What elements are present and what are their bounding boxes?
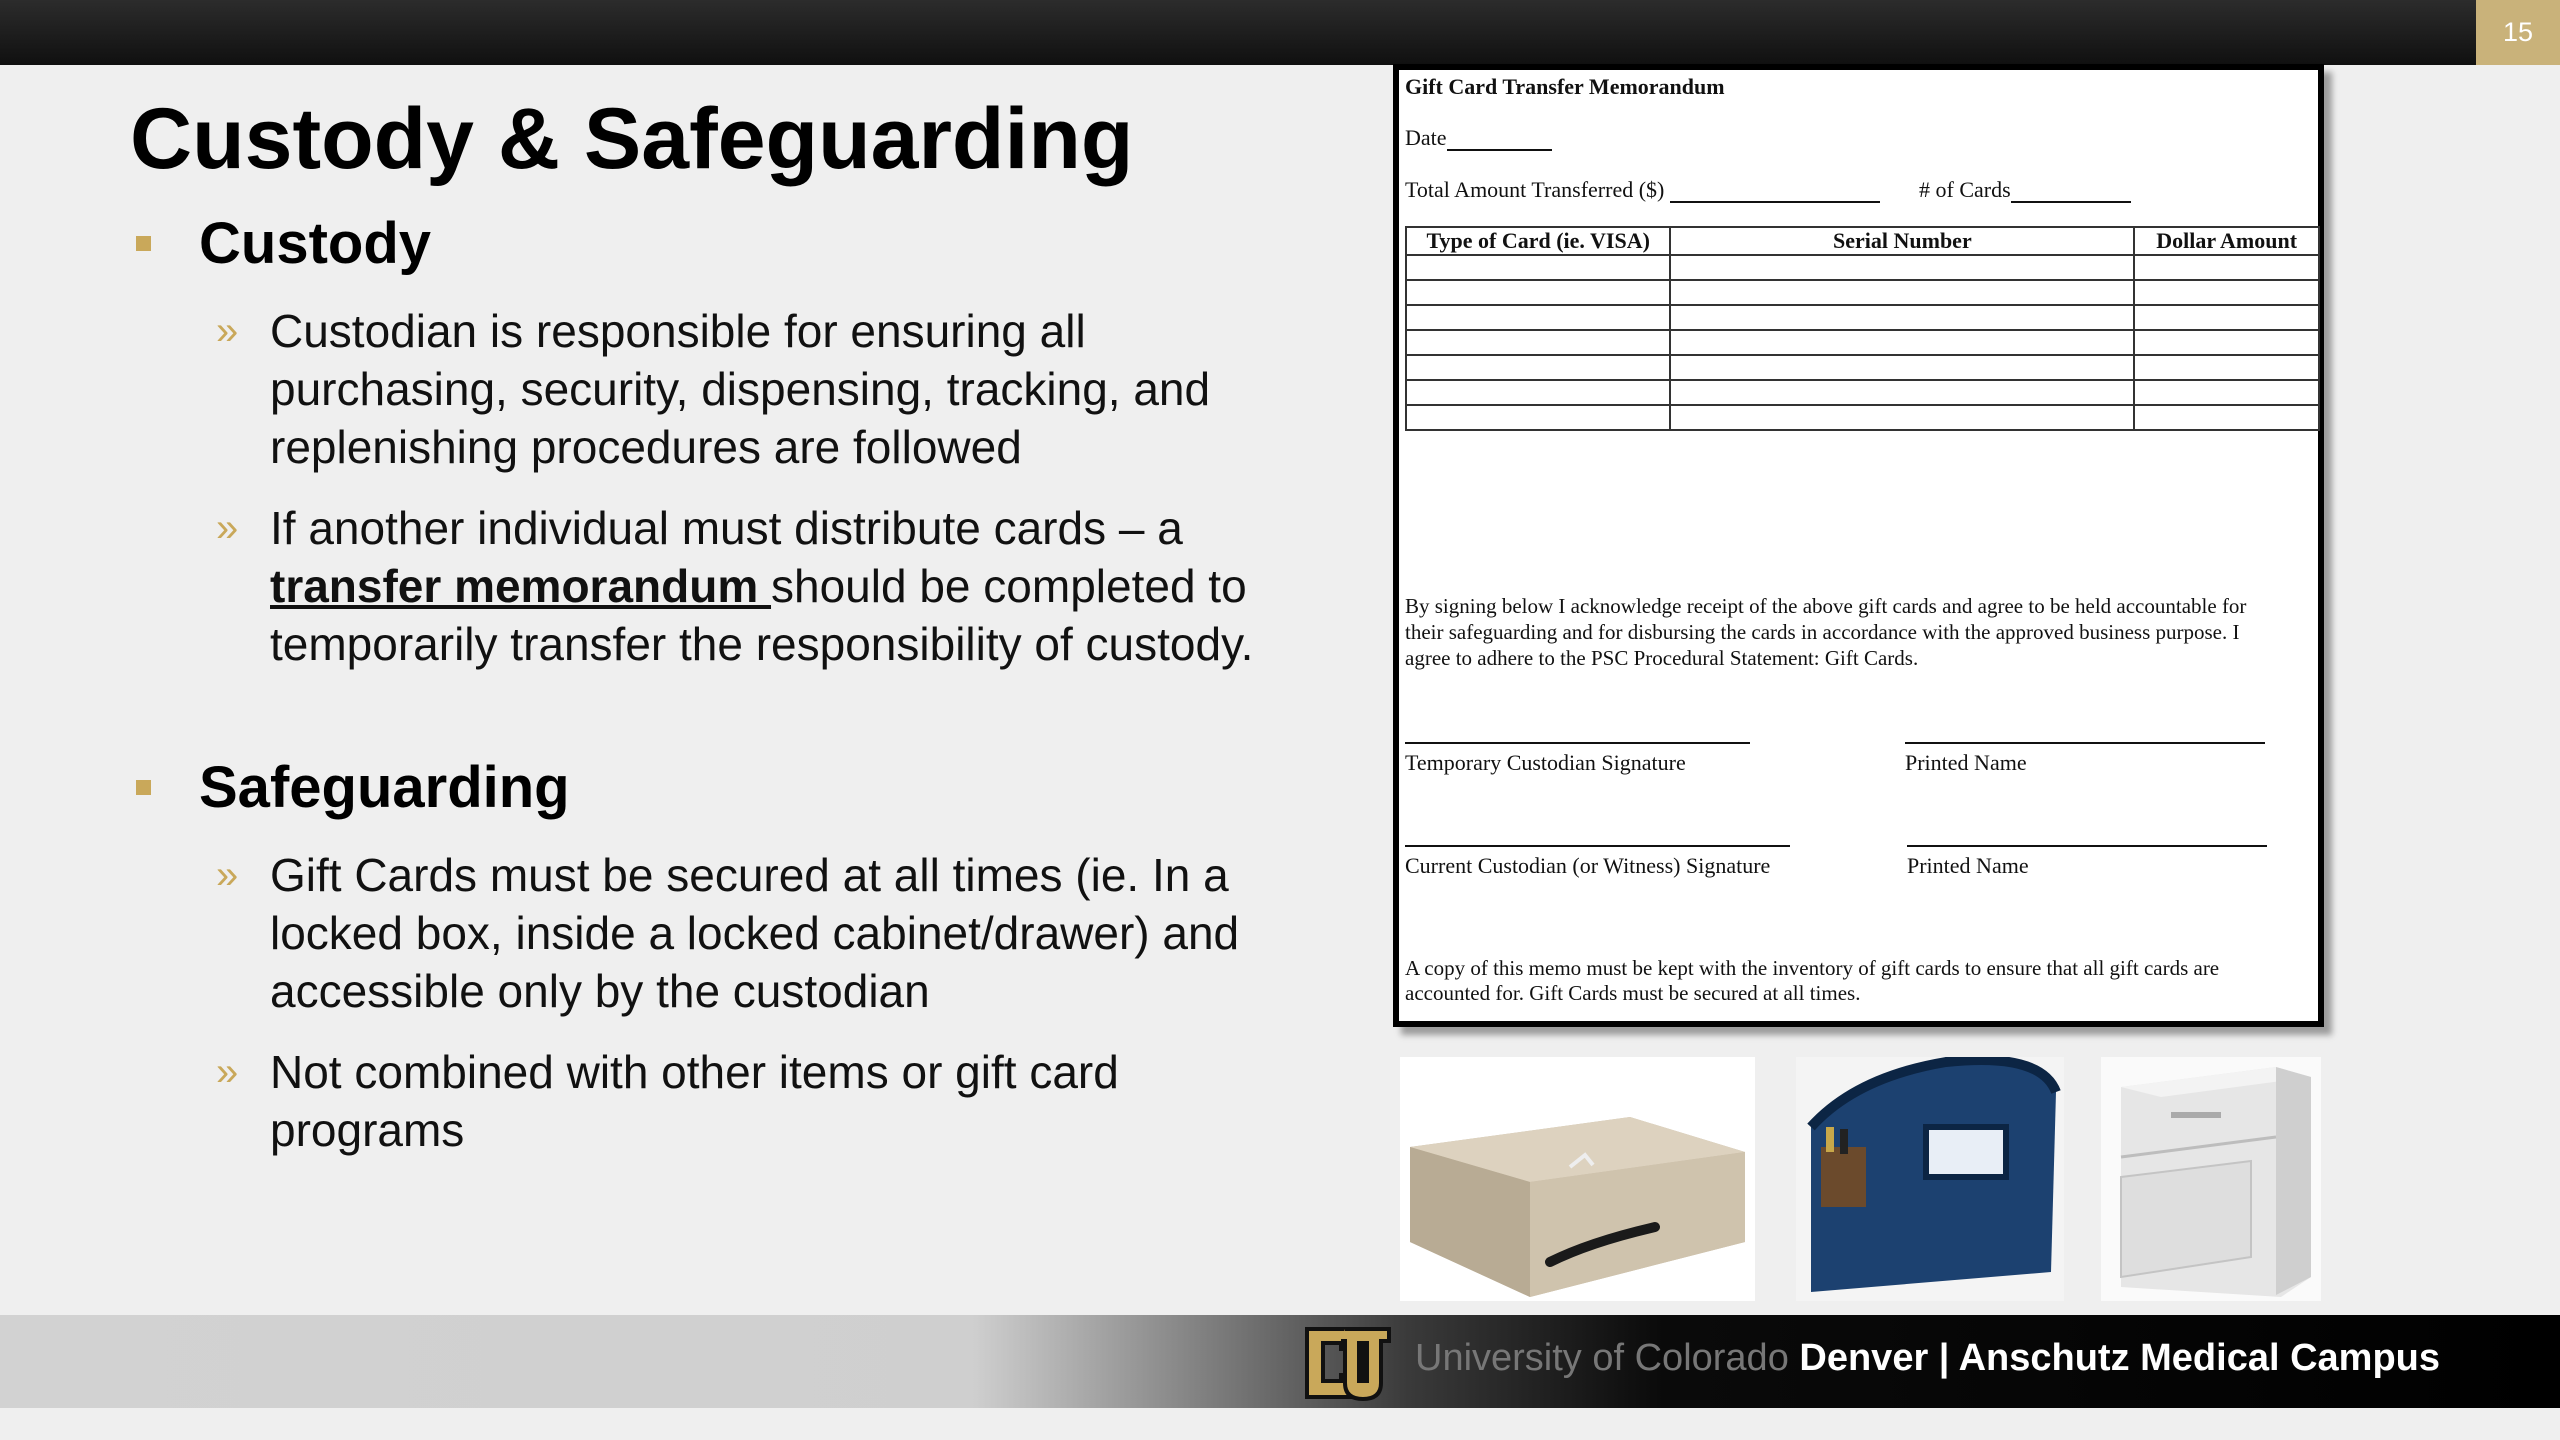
footer-institution — [1415, 1337, 2440, 1380]
bullet-text — [270, 499, 1316, 673]
top-bar — [0, 0, 2560, 65]
page-title: Custody & Safeguarding — [130, 91, 1134, 187]
memo-acknowledgement: By signing below I acknowledge receipt of the above gift cards and agree to be held accountable for their safeguarding and for disbursing the cards in accordance with the approved business purpose. I agree to adhere to the PSC Procedural Statement: Gift Cards. — [1405, 594, 2247, 670]
bullet-text: Gift Cards must be secured at all times (ie. In a locked box, inside a locked cabinet/drawer) and accessible only by the custodian — [270, 849, 1240, 1017]
table-row — [1406, 380, 2319, 405]
memo-total — [1405, 177, 1880, 203]
table-row — [1406, 355, 2319, 380]
memo-date-label: Date — [1405, 125, 1447, 150]
section-heading-custody — [130, 210, 431, 277]
memo-sig1-label: Temporary Custodian Signature — [1405, 750, 1686, 775]
table-header-row — [1406, 227, 2319, 255]
memo-date — [1405, 125, 1552, 151]
signature-line — [1405, 742, 1750, 744]
memo-name1-label: Printed Name — [1905, 750, 2027, 775]
memo-cards-label: # of Cards — [1919, 177, 2011, 202]
chevron-bullet-icon: » — [216, 853, 239, 897]
bullet-text-part: If another individual must distribute cards – a — [270, 502, 1183, 554]
cu-logo-icon — [1297, 1321, 1397, 1410]
memo-card-count — [1919, 177, 2131, 203]
section-heading-safeguarding — [130, 754, 570, 821]
chevron-bullet-icon: » — [216, 1050, 239, 1094]
memo-footer-note: A copy of this memo must be kept with the inventory of gift cards to ensure that all gift cards are accounted for. Gift Cards must be secured at all times. — [1405, 956, 2220, 1005]
bullet-text: Custodian is responsible for ensuring all purchasing, security, dispensing, tracking, and replenishing procedures are followed — [270, 305, 1211, 473]
column-header: Serial Number — [1670, 227, 2134, 255]
table-row — [1406, 255, 2319, 280]
column-header: Dollar Amount — [2134, 227, 2319, 255]
footer-separator: | — [1928, 1337, 1959, 1379]
memo-title: Gift Card Transfer Memorandum — [1405, 74, 1725, 99]
column-header: Type of Card (ie. VISA) — [1406, 227, 1670, 255]
list-item — [216, 846, 1316, 1020]
transfer-memorandum-link[interactable]: transfer memorandum — [270, 560, 772, 612]
table-row — [1406, 280, 2319, 305]
deposit-bag-icon — [1796, 1057, 2064, 1301]
signature-line — [1905, 742, 2265, 744]
bullet-text: Not combined with other items or gift card programs — [270, 1046, 1119, 1156]
memo-total-label: Total Amount Transferred ($) — [1405, 177, 1665, 202]
card-table — [1405, 226, 2320, 431]
signature-line — [1405, 845, 1790, 847]
section-heading-label: Custody — [199, 211, 431, 276]
list-item — [216, 302, 1316, 476]
cash-box-icon — [1400, 1057, 1755, 1301]
list-item — [216, 499, 1316, 673]
table-row — [1406, 305, 2319, 330]
list-item — [216, 1043, 1316, 1159]
bullet-text-part: should be completed to temporarily transfer the responsibility of custody. — [270, 560, 1254, 670]
footer-university: University of Colorado — [1415, 1337, 1800, 1379]
footer-campus-anschutz: Anschutz Medical Campus — [1958, 1337, 2440, 1379]
memo-sig2-label: Current Custodian (or Witness) Signature — [1405, 853, 1771, 878]
section-heading-label: Safeguarding — [199, 755, 570, 820]
bullet-square-icon — [136, 780, 151, 795]
signature-line — [1907, 845, 2267, 847]
footer-bar — [0, 1315, 2560, 1408]
file-cabinet-icon — [2101, 1057, 2321, 1301]
memo-name2-label: Printed Name — [1907, 853, 2029, 878]
table-row — [1406, 405, 2319, 430]
slide-number: 15 — [2476, 0, 2560, 65]
transfer-memorandum-form — [1393, 64, 2324, 1027]
bullet-square-icon — [136, 236, 151, 251]
chevron-bullet-icon: » — [216, 309, 239, 353]
table-row — [1406, 330, 2319, 355]
chevron-bullet-icon: » — [216, 506, 239, 550]
footer-campus-denver: Denver — [1799, 1337, 1929, 1379]
